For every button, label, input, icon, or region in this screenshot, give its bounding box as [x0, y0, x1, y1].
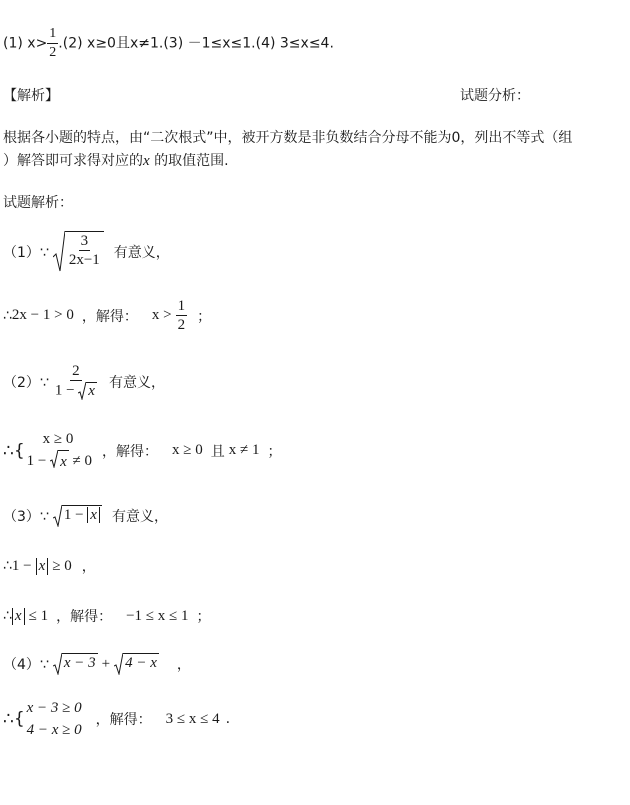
- s1-numerator: 3: [80, 233, 89, 249]
- s1-conclusion: [3, 298, 211, 333]
- s4-system-row-1: x − 3 ≥ 0: [26, 700, 82, 716]
- s3-line2-right: ≥ 0: [52, 557, 72, 574]
- s4-final-period: .: [225, 711, 231, 727]
- s4-prefix: （4）∵: [3, 657, 49, 673]
- s2-row2-sqrt: [50, 450, 69, 473]
- s2-row2-right: ≠ 0: [72, 453, 93, 469]
- s2-system-row-2: [27, 450, 92, 473]
- answer-rest: .(2) x≥0且x≠1.(3) －1≤x≤1.(4) 3≤x≤4.: [58, 35, 334, 52]
- s3-answer: −1 ≤ x ≤ 1: [126, 607, 189, 624]
- radical-sign-icon: [53, 231, 65, 273]
- s2-denominator: [53, 381, 99, 400]
- s1-therefore: ∴: [3, 307, 12, 324]
- s2-fraction: [53, 363, 99, 400]
- s4-system-brace: ∴{: [3, 709, 25, 729]
- s2-end: ；: [267, 443, 282, 460]
- s2-answer-1: x ≥ 0: [172, 442, 203, 459]
- s3-radicand-left: 1 −: [63, 507, 84, 523]
- answer-fraction-numerator: 1: [47, 26, 58, 44]
- s1-prefix: （1）∵: [3, 245, 49, 261]
- s2-den-sqrt: [78, 382, 97, 400]
- s2-den-radicand: x: [88, 383, 95, 399]
- s2-row2-left: 1 −: [26, 453, 47, 469]
- s2-row2-radicand: x: [58, 450, 69, 473]
- s1-condition: [3, 231, 170, 273]
- s4-system-line: [3, 697, 230, 741]
- s1-inequality: 2x − 1 > 0: [11, 307, 74, 323]
- analysis-line-2: [3, 150, 229, 170]
- answer-fraction-denominator: 2: [49, 45, 57, 60]
- s2-solve-label: ，解得：: [102, 443, 159, 460]
- analysis-line-1: 根据各小题的特点，由“二次根式”中，被开方数是非负数结合分母不能为0，列出不等式（组: [3, 130, 573, 146]
- s4-system-row-2: 4 − x ≥ 0: [26, 722, 82, 738]
- s3-line2-end: ，: [81, 559, 96, 575]
- s3-line2-abs: x: [36, 558, 49, 575]
- s2-system-row-1: x ≥ 0: [42, 431, 74, 447]
- s4-sqrt-2: [114, 653, 159, 675]
- s1-suffix: 有意义，: [113, 245, 170, 261]
- s2-system: [3, 428, 92, 473]
- s2-condition: [3, 363, 165, 400]
- s1-sqrt: [53, 231, 104, 273]
- s2-numerator: 2: [72, 363, 80, 379]
- s4-condition: [3, 653, 191, 675]
- s4-system: [3, 697, 82, 741]
- s4-sqrt-1: [53, 653, 98, 675]
- s3-line3-right: ≤ 1: [28, 607, 49, 624]
- s1-result-fraction: [176, 298, 188, 333]
- s2-prefix: （2）∵: [3, 374, 49, 391]
- s3-sqrt: [53, 505, 102, 527]
- s1-result-lhs: x >: [151, 307, 172, 323]
- s2-system-line: [3, 428, 281, 473]
- radical-sign-icon: [78, 382, 86, 400]
- s1-result-denominator: 2: [177, 317, 186, 333]
- s2-den-left: 1 −: [54, 382, 75, 399]
- s3-line3-abs: x: [12, 608, 25, 625]
- s4-plus: +: [101, 655, 111, 672]
- jiexi-heading: 【解析】: [3, 88, 59, 104]
- s3-condition: [3, 505, 168, 527]
- solution-label: 试题解析：: [3, 195, 73, 211]
- answer-fraction: [47, 26, 58, 61]
- radical-sign-icon: [53, 653, 62, 675]
- s3-radicand-abs: x: [87, 507, 100, 523]
- radical-sign-icon: [114, 653, 123, 675]
- s3-line2-left: 1 −: [11, 557, 32, 574]
- s3-line-2: [3, 556, 96, 576]
- s2-answer-2: x ≠ 1: [228, 442, 260, 459]
- s3-end: ；: [196, 609, 211, 625]
- radical-sign-icon: [50, 450, 58, 468]
- fenxi-heading: 试题分析：: [460, 88, 530, 104]
- s3-prefix: （3）∵: [3, 509, 49, 525]
- s2-and: 且: [210, 443, 225, 460]
- s2-suffix: 有意义，: [108, 374, 165, 391]
- s3-suffix: 有意义，: [111, 509, 168, 525]
- answer-line: [3, 26, 334, 61]
- s4-solve-label: ，解得：: [95, 712, 152, 728]
- s2-system-brace: ∴{: [3, 440, 25, 461]
- s1-denominator: 2x−1: [68, 252, 100, 268]
- s1-end: ；: [197, 308, 212, 325]
- analysis-line-2-text: ）解答即可求得对应的: [3, 153, 143, 169]
- radical-sign-icon: [53, 505, 62, 527]
- s3-solve-label: ，解得：: [56, 609, 113, 625]
- answer-part1-label: (1) x>: [3, 35, 48, 52]
- s4-radicand-2: 4 − x: [123, 653, 159, 675]
- s4-radicand-1: x − 3: [62, 653, 98, 675]
- s1-fraction: [67, 233, 102, 268]
- s3-line-3: [3, 606, 211, 626]
- s3-line3-therefore: ∴: [3, 608, 12, 624]
- s1-result-numerator: 1: [177, 298, 186, 314]
- s3-line2-therefore: ∴: [3, 558, 12, 574]
- s4-end: ，: [176, 657, 191, 673]
- analysis-variable: x: [143, 153, 150, 169]
- s1-solve-label: ，解得：: [81, 308, 138, 325]
- s4-answer: 3 ≤ x ≤ 4: [165, 710, 220, 727]
- analysis-line-2-end: 的取值范围.: [149, 153, 229, 169]
